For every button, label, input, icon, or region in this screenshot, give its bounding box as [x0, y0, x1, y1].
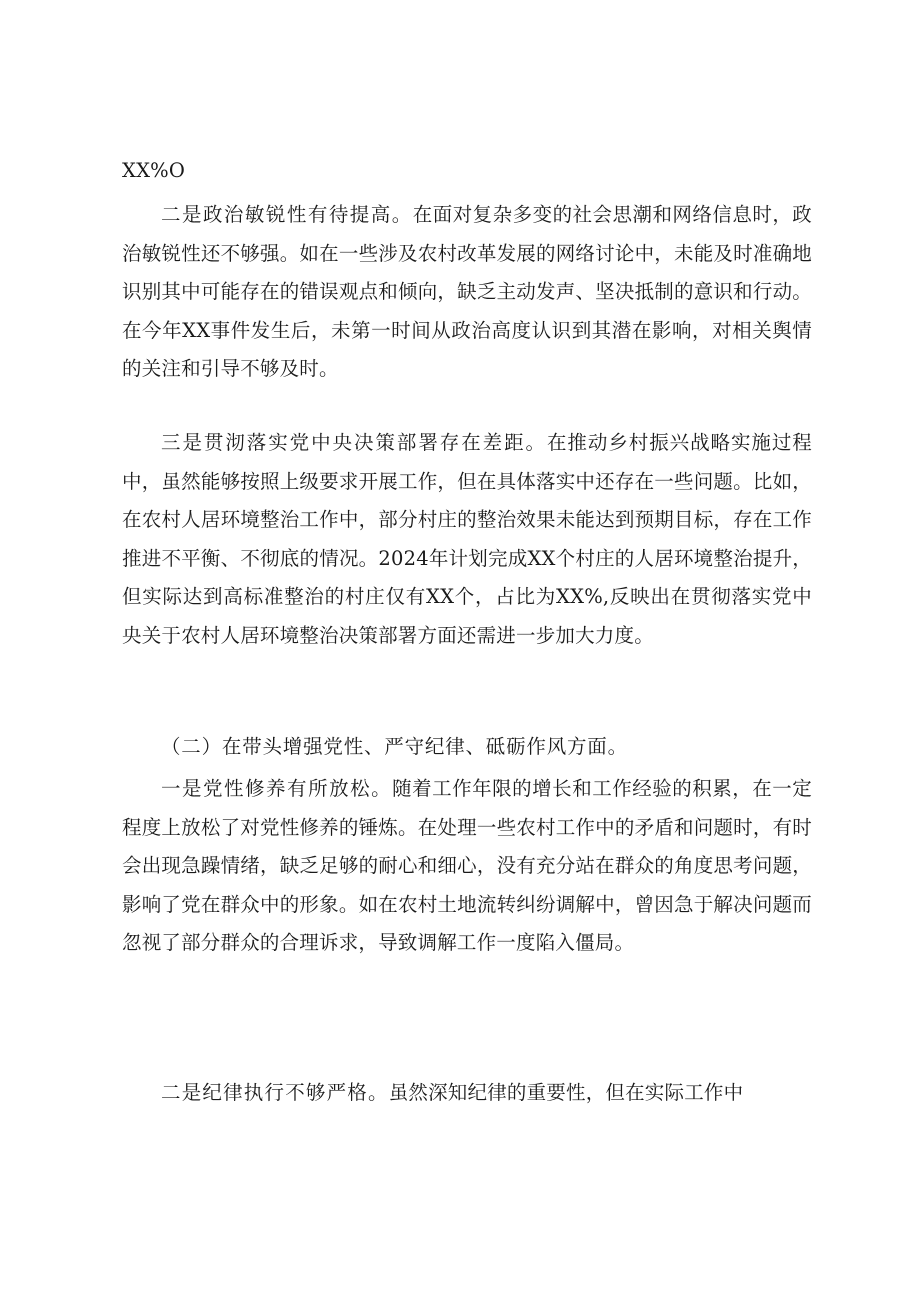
paragraph-political-sensitivity: [122, 196, 812, 389]
paragraph-text: XX%O: [122, 159, 186, 182]
paragraph-party-spirit: [122, 770, 812, 963]
paragraph-discipline: [122, 1074, 812, 1113]
paragraph-policy-implementation: [122, 424, 812, 655]
paragraph-lead: 二是政治敏锐性有待提高。: [161, 203, 413, 226]
section-heading-text: （二）在带头增强党性、严守纪律、砥砺作风方面。: [161, 735, 628, 758]
paragraph-text: 随着工作年限的增长和工作经验的积累，在一定程度上放松了对党性修养的锤炼。在处理一些农村工作中的矛盾和问题时，有时会出现急躁情绪，缺乏足够的耐心和细心，没有充分站在群众的角度思考问题，影响了党在群众中的形象。如在农村土地流转纠纷调解中，曾因急于解决问题而忽视了部分群众的合理诉求，导致调解工作一度陷入僵局。: [122, 777, 812, 954]
paragraph-lead: 三是贯沏落实党中央决策部署存在差距。: [161, 431, 547, 454]
paragraph-lead: 一是党性修养有所放松。: [161, 777, 393, 800]
section-heading: [122, 728, 812, 767]
paragraph-lead: 二是纪律执行不够严格。: [161, 1081, 389, 1104]
paragraph-text: 在面对复杂多变的社会思潮和网络信息时，政治敏锐性还不够强。如在一些涉及农村改革发展的网络讨论中，未能及时准确地识别其中可能存在的错误观点和倾向，缺乏主动发声、坚决抵制的意识和行动。在今年XX事件发生后，未第一时间从政治高度认识到其潜在影响，对相关舆情的关注和引导不够及时。: [122, 203, 812, 380]
paragraph-fragment: [122, 152, 812, 191]
paragraph-text: 虽然深知纪律的重要性，但在实际工作中: [388, 1081, 744, 1104]
paragraph-text: 在推动乡村振兴战略实施过程中，虽然能够按照上级要求开展工作，但在具体落实中还存在一些问题。比如，在农村人居环境整治工作中，部分村庄的整治效果未能达到预期目标，存在工作推进不平衡、不彻底的情况。2024年计划完成XX个村庄的人居环境整治提升，但实际达到高标准整治的村庄仅有XX个，占比为XX%,反映出在贯彻落实党中央关于农村人居环境整治决策部署方面还需进一步加大力度。: [122, 431, 812, 647]
